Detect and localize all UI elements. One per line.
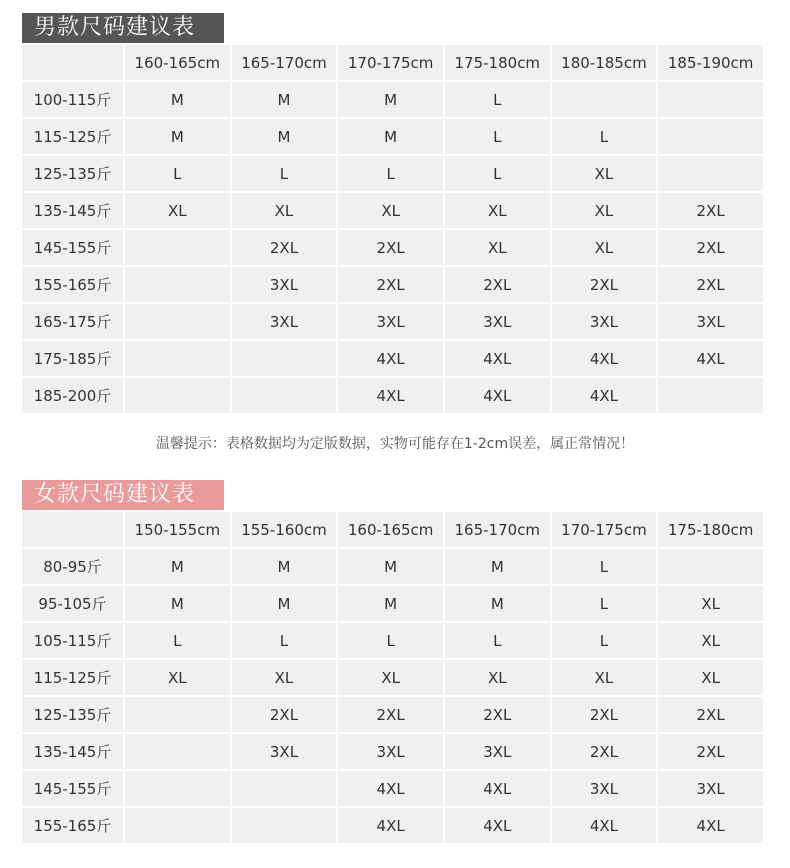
size-cell	[125, 230, 230, 265]
weight-label: 155-165斤	[22, 267, 123, 302]
size-cell: L	[445, 156, 550, 191]
size-cell: XL	[445, 230, 550, 265]
size-cell: L	[552, 119, 657, 154]
size-cell: L	[552, 623, 657, 658]
table-row	[22, 341, 763, 376]
size-cell: M	[445, 549, 550, 584]
size-cell: L	[232, 156, 337, 191]
corner-cell	[22, 45, 123, 80]
size-cell: 4XL	[552, 341, 657, 376]
size-cell: 2XL	[445, 267, 550, 302]
size-cell: L	[445, 82, 550, 117]
size-cell: 3XL	[232, 304, 337, 339]
size-cell: XL	[552, 156, 657, 191]
size-cell: XL	[658, 623, 763, 658]
size-cell: 4XL	[338, 341, 443, 376]
size-cell: L	[445, 119, 550, 154]
size-cell	[125, 304, 230, 339]
height-header: 170-175cm	[338, 45, 443, 80]
size-cell: 2XL	[338, 230, 443, 265]
weight-label: 135-145斤	[22, 734, 123, 769]
table-row	[22, 808, 763, 843]
size-cell: M	[232, 586, 337, 621]
table-row	[22, 586, 763, 621]
size-cell	[658, 549, 763, 584]
size-cell: L	[338, 623, 443, 658]
size-cell: L	[552, 549, 657, 584]
table-row	[22, 82, 763, 117]
height-header: 175-180cm	[658, 512, 763, 547]
weight-label: 165-175斤	[22, 304, 123, 339]
size-cell: 3XL	[445, 734, 550, 769]
weight-label: 115-125斤	[22, 119, 123, 154]
size-cell: L	[125, 623, 230, 658]
table-row	[22, 304, 763, 339]
size-cell: M	[445, 586, 550, 621]
corner-cell	[22, 512, 123, 547]
size-cell	[232, 378, 337, 413]
size-cell: 4XL	[445, 808, 550, 843]
weight-label: 185-200斤	[22, 378, 123, 413]
weight-label: 125-135斤	[22, 697, 123, 732]
size-cell: 4XL	[658, 808, 763, 843]
women-size-chart-title: 女款尺码建议表	[22, 480, 224, 510]
women-size-table	[20, 510, 765, 845]
size-cell: M	[232, 119, 337, 154]
size-cell: 2XL	[232, 230, 337, 265]
size-cell: M	[232, 82, 337, 117]
weight-label: 105-115斤	[22, 623, 123, 658]
size-cell	[125, 771, 230, 806]
size-cell: L	[125, 156, 230, 191]
size-cell: XL	[338, 660, 443, 695]
size-cell	[658, 378, 763, 413]
size-cell	[658, 156, 763, 191]
table-row	[22, 267, 763, 302]
table-row	[22, 193, 763, 228]
size-cell: XL	[338, 193, 443, 228]
size-cell	[125, 341, 230, 376]
size-cell: 4XL	[552, 808, 657, 843]
size-cell: M	[125, 549, 230, 584]
size-cell: 2XL	[658, 697, 763, 732]
size-cell	[658, 82, 763, 117]
weight-label: 115-125斤	[22, 660, 123, 695]
size-cell: 2XL	[445, 697, 550, 732]
size-cell: 2XL	[338, 267, 443, 302]
header-row	[22, 45, 763, 80]
size-cell	[125, 697, 230, 732]
size-cell: XL	[445, 660, 550, 695]
size-cell: 2XL	[658, 267, 763, 302]
weight-label: 135-145斤	[22, 193, 123, 228]
size-cell: 3XL	[658, 771, 763, 806]
size-cell: 2XL	[552, 267, 657, 302]
size-cell: M	[232, 549, 337, 584]
size-cell: M	[338, 82, 443, 117]
weight-label: 100-115斤	[22, 82, 123, 117]
weight-label: 175-185斤	[22, 341, 123, 376]
size-cell	[125, 808, 230, 843]
size-cell	[125, 267, 230, 302]
size-cell: 3XL	[232, 267, 337, 302]
table-row	[22, 156, 763, 191]
table-row	[22, 660, 763, 695]
size-cell: 2XL	[552, 697, 657, 732]
table-row	[22, 734, 763, 769]
size-cell: XL	[552, 660, 657, 695]
weight-label: 145-155斤	[22, 230, 123, 265]
size-cell: 4XL	[658, 341, 763, 376]
table-row	[22, 623, 763, 658]
size-cell: 2XL	[658, 193, 763, 228]
size-cell: 3XL	[552, 304, 657, 339]
size-cell: L	[338, 156, 443, 191]
size-cell	[125, 378, 230, 413]
size-cell: L	[552, 586, 657, 621]
size-cell: 2XL	[232, 697, 337, 732]
size-cell: 4XL	[445, 378, 550, 413]
height-header: 170-175cm	[552, 512, 657, 547]
table-row	[22, 230, 763, 265]
size-cell: M	[125, 119, 230, 154]
size-cell: M	[125, 82, 230, 117]
table-row	[22, 697, 763, 732]
table-row	[22, 771, 763, 806]
size-cell: M	[338, 586, 443, 621]
size-cell: 2XL	[338, 697, 443, 732]
size-cell: 4XL	[338, 378, 443, 413]
size-cell	[232, 771, 337, 806]
size-cell: 2XL	[658, 734, 763, 769]
height-header: 165-170cm	[232, 45, 337, 80]
size-cell: XL	[445, 193, 550, 228]
size-cell: 3XL	[658, 304, 763, 339]
height-header: 160-165cm	[125, 45, 230, 80]
size-cell: L	[445, 623, 550, 658]
size-cell: 4XL	[445, 771, 550, 806]
height-header: 150-155cm	[125, 512, 230, 547]
weight-label: 145-155斤	[22, 771, 123, 806]
size-cell	[232, 808, 337, 843]
size-cell: XL	[125, 660, 230, 695]
size-cell: M	[338, 549, 443, 584]
height-header: 175-180cm	[445, 45, 550, 80]
height-header: 155-160cm	[232, 512, 337, 547]
weight-label: 80-95斤	[22, 549, 123, 584]
size-cell: M	[125, 586, 230, 621]
weight-label: 95-105斤	[22, 586, 123, 621]
size-cell: M	[338, 119, 443, 154]
height-header: 185-190cm	[658, 45, 763, 80]
size-cell: 3XL	[232, 734, 337, 769]
size-cell: 4XL	[338, 808, 443, 843]
size-cell: 2XL	[658, 230, 763, 265]
size-cell: 4XL	[338, 771, 443, 806]
table-row	[22, 378, 763, 413]
size-cell	[658, 119, 763, 154]
size-cell: 4XL	[552, 378, 657, 413]
header-row	[22, 512, 763, 547]
size-cell: 3XL	[338, 734, 443, 769]
weight-label: 155-165斤	[22, 808, 123, 843]
height-header: 165-170cm	[445, 512, 550, 547]
size-cell: XL	[658, 660, 763, 695]
size-cell	[552, 82, 657, 117]
size-cell: XL	[658, 586, 763, 621]
size-cell	[232, 341, 337, 376]
size-cell: XL	[232, 660, 337, 695]
tolerance-note: 温馨提示：表格数据均为定版数据，实物可能存在1-2cm误差，属正常情况！	[155, 436, 635, 452]
height-header: 180-185cm	[552, 45, 657, 80]
size-cell: 2XL	[552, 734, 657, 769]
height-header: 160-165cm	[338, 512, 443, 547]
size-cell: 3XL	[445, 304, 550, 339]
table-row	[22, 549, 763, 584]
table-row	[22, 119, 763, 154]
size-cell: 3XL	[338, 304, 443, 339]
size-cell: XL	[232, 193, 337, 228]
size-cell: XL	[552, 193, 657, 228]
size-cell: L	[232, 623, 337, 658]
men-size-table	[20, 43, 765, 415]
size-cell	[125, 734, 230, 769]
weight-label: 125-135斤	[22, 156, 123, 191]
size-cell: XL	[552, 230, 657, 265]
size-cell: 3XL	[552, 771, 657, 806]
size-cell: 4XL	[445, 341, 550, 376]
size-cell: XL	[125, 193, 230, 228]
men-size-chart-title: 男款尺码建议表	[22, 13, 224, 43]
